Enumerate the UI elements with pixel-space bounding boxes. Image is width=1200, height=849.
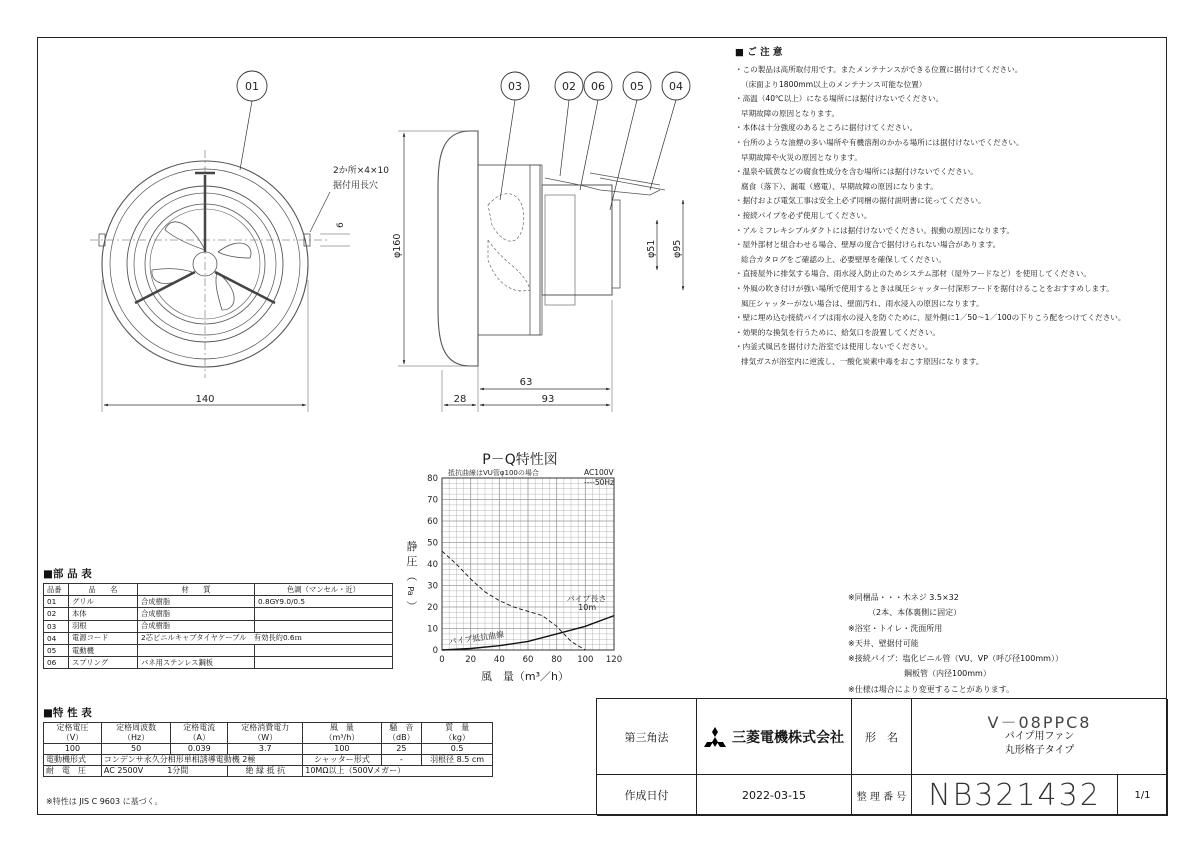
- withstand-label: 耐 電 圧: [44, 766, 102, 777]
- parts-row: [44, 596, 393, 608]
- spec-header-cell: [381, 723, 422, 744]
- note-line: 風圧シャッターがない場合は、壁面汚れ、雨水浸入の原因になります。: [741, 298, 984, 308]
- page-number: 1/1: [1134, 789, 1151, 801]
- chart-annotation: パイプ長さ: [566, 594, 607, 604]
- annot-ac: AC100V: [584, 468, 614, 477]
- note-line: ・アルミフレキシブルダクトには据付けないでください。振動の原因になります。: [735, 225, 1015, 235]
- chart-title: P－Q特性図: [482, 452, 558, 468]
- note-line: ・効果的な換気を行うために、給気口を設置してください。: [735, 327, 941, 337]
- spec-header-text: 定格周波数: [116, 723, 157, 732]
- parts-cell: 合成樹脂: [138, 620, 255, 632]
- notes-title: ■ ご 注 意: [735, 47, 783, 58]
- x-tick-label: 20: [465, 655, 477, 665]
- note-line: ・接続パイプを必ず使用してください。: [735, 210, 872, 220]
- spec-header-text: 質 量: [445, 723, 470, 732]
- note-line: ・屋外部材と組合わせる場合、壁厚の度合で据付けられない場合があります。: [735, 240, 1001, 250]
- blade-value: 8.5 cm: [456, 755, 485, 764]
- model-label-cell: [852, 699, 912, 775]
- spec-header-cell: [101, 723, 170, 744]
- spec-electric-row: [44, 766, 493, 777]
- parts-cell: [255, 657, 393, 669]
- insulation-label: 絶 縁 抵 抗: [228, 766, 303, 777]
- ylabel-char: 圧: [406, 555, 418, 568]
- spec-value-cell: 25: [381, 744, 422, 755]
- y-tick-label: 30: [427, 581, 438, 592]
- ylabel-char: 静: [406, 540, 418, 553]
- parts-cell: 本体: [69, 608, 138, 620]
- ylabel-char: （: [405, 570, 418, 582]
- chart-annotation: 10m: [578, 603, 597, 613]
- spec-header-text: 定格電流: [183, 723, 216, 732]
- note-line: ・台所のような油煙の多い場所や有機溶剤のかかる場所には据付けないでください。: [735, 137, 1024, 147]
- parts-header-cell: 品 名: [69, 584, 138, 596]
- drawing-views: [0, 0, 730, 440]
- label-05: 05: [630, 80, 644, 93]
- pq-chart: [390, 445, 635, 695]
- y-tick-label: 0: [432, 646, 438, 656]
- spec-header-text: （m³/h）: [324, 733, 360, 742]
- dim-6: 6: [336, 222, 346, 228]
- parts-row: [44, 608, 393, 620]
- spec-value-cell: 0.039: [171, 744, 228, 755]
- motor-value: コンデンサ永久分相形単相誘導電動機 2極: [101, 755, 302, 766]
- spec-value-cell: 0.5: [422, 744, 493, 755]
- x-tick-label: 80: [551, 655, 563, 665]
- misc-note: ※浴室・トイレ・洗面所用: [848, 623, 943, 633]
- annot-hz: ----50Hz: [584, 478, 614, 487]
- parts-title: ■部 品 表: [43, 568, 92, 580]
- spec-values: [44, 744, 493, 755]
- number-cell: [912, 775, 1118, 816]
- withstand-value: AC 2500V 1分間: [101, 766, 227, 777]
- side-view: [438, 131, 665, 366]
- chart-grid: [442, 478, 614, 650]
- note-line: ・高温（40℃以上）になる場所には据付けないでください。: [735, 94, 944, 104]
- parts-row: [44, 632, 393, 644]
- note-line: 早期故障の原因となります。: [741, 108, 840, 118]
- spec-header-text: （W）: [253, 733, 278, 742]
- title-block: [596, 698, 1167, 815]
- product-line2: 丸形格子タイプ: [1004, 744, 1075, 756]
- note-line: ・温泉や硫黄などの腐食性成分を含む場所には据付けないでください。: [735, 167, 978, 177]
- ylabel-char: ）: [405, 600, 418, 612]
- parts-cell: 合成樹脂: [138, 608, 255, 620]
- dim-phi95: φ95: [672, 239, 683, 258]
- company-logo: [704, 727, 844, 747]
- parts-cell: 03: [44, 620, 69, 632]
- spec-value-cell: 100: [44, 744, 102, 755]
- spec-header-cell: [44, 723, 102, 744]
- parts-cell: 2芯ビニルキャブタイヤケーブル 有効長約0.6ｍ: [138, 632, 393, 644]
- misc-note: ※仕様は場合により変更することがあります。: [848, 684, 1015, 694]
- x-tick-label: 0: [439, 655, 445, 665]
- misc-note: ※接続パイプ：塩化ビニル管（VU、VP（呼び径100mm））: [848, 654, 1063, 664]
- parts-header-cell: 品番: [44, 584, 69, 596]
- parts-cell: 02: [44, 608, 69, 620]
- motor-label: 電動機形式: [44, 755, 102, 766]
- parts-cell: スプリング: [69, 657, 138, 669]
- insulation-value: 10MΩ以上（500Vメガー）: [303, 766, 493, 777]
- spec-header-cell: [228, 723, 303, 744]
- parts-cell: 電動機: [69, 644, 138, 656]
- note-line: ・本体は十分強度のあるところに据付けてください。: [735, 123, 918, 133]
- page-cell: [1118, 775, 1168, 816]
- parts-cell: 電源コード: [69, 632, 138, 644]
- ylabel-char: Pa: [406, 586, 415, 596]
- parts-cell: [138, 644, 255, 656]
- number-label-cell: [852, 775, 912, 816]
- model-number: V－08PPC8: [987, 712, 1092, 732]
- label-02: 02: [562, 80, 576, 93]
- spec-header-text: （dB）: [388, 733, 415, 742]
- note-line: ・直接屋外に排気する場合、雨水浸入防止のためシステム部材（屋外フードなど）を使用してください。: [735, 269, 1091, 279]
- parts-header-cell: 色調（マンセル・近）: [255, 584, 393, 596]
- spec-header-text: 定格消費電力: [241, 723, 290, 732]
- dim-phi160: φ160: [392, 233, 403, 258]
- y-tick-label: 50: [427, 538, 438, 549]
- note-line: 早期故障や火災の原因となります。: [741, 152, 862, 162]
- spec-header-text: 定格電圧: [56, 723, 89, 732]
- parts-cell: 05: [44, 644, 69, 656]
- spec-header-text: 騒 音: [389, 723, 414, 732]
- spec-header-cell: [171, 723, 228, 744]
- model-label: 形 名: [865, 730, 898, 744]
- date-label: 作成日付: [624, 789, 669, 802]
- misc-note: ※天井、壁据付可能: [848, 638, 919, 648]
- parts-cell: 0.8GY9.0/0.5: [255, 596, 393, 608]
- spec-header-cell: [303, 723, 381, 744]
- misc-note: ※同梱品・・・木ネジ 3.5×32: [848, 593, 959, 602]
- note-line: （床面より1800mm以上のメンテナンス可能な位置）: [741, 79, 927, 89]
- y-tick-label: 80: [427, 474, 438, 484]
- x-tick-label: 120: [605, 655, 623, 665]
- parts-cell: バネ用ステンレス鋼板: [138, 657, 255, 669]
- y-tick-label: 60: [427, 517, 438, 527]
- y-tick-label: 70: [427, 495, 438, 506]
- dim-phi51: φ51: [646, 239, 657, 258]
- parts-row: [44, 644, 393, 656]
- misc-notes: [848, 590, 1063, 697]
- company-name: 三菱電機株式会社: [732, 729, 844, 746]
- note-line: 総合カタログをご確認の上、必要壁厚を確保してください。: [741, 254, 947, 264]
- dim-140: 140: [195, 394, 215, 405]
- spec-header-text: （Hz）: [122, 733, 150, 742]
- hole-callout-1: 2か所×4×10: [333, 166, 389, 176]
- note-line: ・据付および電気工事は安全上必ず同梱の据付説明書に従ってください。: [735, 196, 986, 206]
- parts-cell: 04: [44, 632, 69, 644]
- three-diamonds-icon: [704, 727, 726, 747]
- misc-note: （2本、本体裏側に固定）: [848, 608, 962, 618]
- spec-value-cell: 3.7: [228, 744, 303, 755]
- parts-cell: [255, 620, 393, 632]
- spec-header-text: （A）: [188, 733, 210, 742]
- projection-method: 第三角法: [624, 730, 669, 744]
- note-line: 腐食（落下）、漏電（感電）、早期故障の原因になります。: [741, 181, 938, 191]
- y-tick-label: 40: [427, 560, 438, 570]
- caution-notes: [735, 45, 1160, 369]
- model-cell: [912, 699, 1168, 775]
- x-tick-label: 40: [493, 655, 505, 665]
- spec-header-text: 風 量: [329, 723, 354, 732]
- spec-header-text: （kg）: [444, 733, 470, 742]
- y-tick-label: 10: [427, 624, 438, 635]
- spec-value-cell: 100: [303, 744, 381, 755]
- product-line1: パイプ用ファン: [1004, 730, 1075, 742]
- x-tick-label: 60: [522, 655, 534, 665]
- note-line: ・外風の吹き付けが強い場所で使用するときは風圧シャッター付深形フードを据付けることをおすすめします。: [735, 283, 1114, 293]
- parts-cell: [255, 608, 393, 620]
- shutter-value: -: [381, 755, 422, 766]
- notes-list: [735, 63, 1160, 369]
- note-line: ・この製品は高所取付用です。またメンテナンスができる位置に据付けてください。: [735, 65, 1023, 74]
- shutter-label: シャッター形式: [303, 755, 381, 766]
- parts-cell: グリル: [69, 596, 138, 608]
- date-label-cell: [597, 775, 697, 816]
- note-line: ・壁に埋め込む接続パイプは雨水の浸入を防ぐために、屋外側に1／50～1／100の下りこう配をつけてください。: [735, 313, 1126, 323]
- label-04: 04: [669, 80, 683, 93]
- annot-top-left: 抵抗曲線はVU管φ100の場合: [448, 469, 539, 477]
- note-line: ・内釜式風呂を据付けた浴室では使用しないでください。: [735, 342, 933, 352]
- note-line: 排気ガスが浴室内に逆流し、一酸化炭素中毒をおこす原因になります。: [741, 356, 984, 366]
- spec-table: [43, 722, 493, 777]
- parts-header: [44, 584, 393, 596]
- dim-63: 63: [519, 377, 533, 388]
- y-tick-label: 20: [427, 603, 438, 613]
- parts-row: [44, 620, 393, 632]
- parts-cell: 06: [44, 657, 69, 669]
- chart-annotation: パイプ抵抗曲線: [448, 629, 505, 647]
- parts-cell: 羽根: [69, 620, 138, 632]
- spec-header-text: （V）: [61, 733, 84, 742]
- dim-28: 28: [453, 394, 467, 405]
- parts-cell: 合成樹脂: [138, 596, 255, 608]
- spec-value-cell: 50: [101, 744, 170, 755]
- blade-label: 羽根径: [430, 755, 455, 764]
- front-view: [90, 150, 330, 378]
- company-cell: [697, 699, 852, 775]
- parts-cell: [255, 644, 393, 656]
- spec-note: ※特性は JIS C 9603 に基づく。: [46, 797, 163, 806]
- parts-row: [44, 657, 393, 669]
- chart-ylabel: [405, 539, 418, 612]
- dim-93: 93: [541, 394, 555, 405]
- parts-cell: 01: [44, 596, 69, 608]
- spec-motor-row: [44, 755, 493, 766]
- spec-header-cell: [422, 723, 493, 744]
- x-tick-label: 100: [577, 655, 594, 665]
- parts-header-cell: 材 質: [138, 584, 255, 596]
- date-value: 2022-03-15: [742, 788, 806, 802]
- spec-title: ■特 性 表: [43, 707, 92, 719]
- misc-note: 鋼板管（内径100mm）: [848, 669, 991, 679]
- label-01: 01: [245, 80, 259, 93]
- projection-cell: [597, 699, 697, 775]
- label-06: 06: [591, 80, 605, 93]
- label-03: 03: [508, 80, 522, 93]
- date-cell: [697, 775, 852, 816]
- hole-callout-2: 据付用長穴: [333, 181, 379, 191]
- chart-xlabel: 風 量（m³／h）: [480, 670, 570, 683]
- spec-header: [44, 723, 493, 744]
- number-label: 整 理 番 号: [856, 791, 907, 803]
- drawing-number: NB321432: [928, 777, 1101, 813]
- chart-annotations: [448, 468, 615, 647]
- parts-table: [43, 583, 393, 669]
